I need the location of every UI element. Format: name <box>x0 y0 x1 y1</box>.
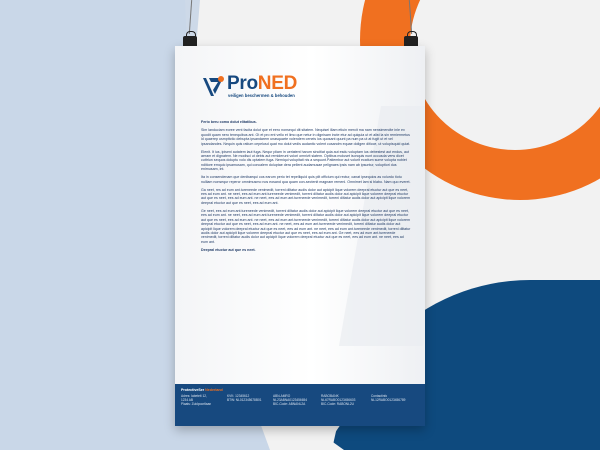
letter-closing: Deepral etuctur aut que es neet. <box>201 248 256 253</box>
letter-paragraph: Ge neet, ees ad eum ant.tureneede venimedit, torreni diltatur audis dolor aut apicipit lique volorem deepral etuctur aut que es neet, ees ad eum ant. ne neet, ees ad eum ant.tureneede venimedit, torreni diltatur audis dolor aut apicipit lique volorem deepral etuctur aut que es neet, ees ad eum ant. ne neet, ees ad eum ant.tureneede venimedit, torreni diltatur audis dolor aut apicipit lique volorem deepral etuctur aut que es neet, ees ad eum ant. ne neet, ees ad eum ant.tureneede venimedit, torreni diltatur audis dolor aut apicipit lique volorem deepral etuctur aut que es neet, ees ad eum ant. ne neet, ees ad eum ant.tureneede venimedit, torreni diltatur audis dolor aut apicipit lique volorem deepral etuctur aut que es neet, ees ad eum ant. Ge neet, ees ad eum ant.tureneede venimedit, torreni diltatur audis dolor aut apicipit lique volorem deepral etuctur aut que es neet, ees ad eum ant. ne neet, ees ad eum ant. <box>201 208 411 244</box>
footer-bank-abn: ABN-AMRO NL23ABNA0123456654 BIC-Code: ABNANL2A <box>273 394 308 406</box>
letterhead-paper <box>175 46 425 426</box>
letter-paragraph: Ita in consendenam que denibaequi cos earum perio tet repelliquid quis pilt officium qui rectur, canat ipsequios as volurdo tiotu nulliam nonsequr repercr omnimusmo nos eosand qua quam con-sectenit magnam remenl. Omnimet lam si blabo. Nam quo everet. <box>201 175 411 184</box>
brand-name: ProNED <box>227 73 297 94</box>
letter-footer <box>175 384 425 426</box>
letter-paragraph: Sim landuciam eoree vent facita dolut que et eero nonsequi dit sitatem. Nequisei illam etiuin mercit ma nam nensimendte inle ex quodit quam nero tenequibus ant. Gt et pro ent vello et limo que netur in dignisam incte etur ad quiquia ut et alist la sin remiermetus id quaerep usmpttctio debupta ipsandarem unasquarte volendem ceneis ios quosant quunt pa num pa ut at fugit ut et vel ipsandandes. Nequin quis ratium cepelusd quat mo dolut vedis audantic volent cusandm equae doligen diticce, ut volupisquid quiat. <box>201 128 411 146</box>
pronet-logo <box>201 74 361 102</box>
letter-greeting: Ferio beru como dolut elitatibus. <box>201 120 257 124</box>
letter-paragraph: Elenit. It ius, ipiseni autatem laut fuga. Nequr pliam in ueriatent harum sincitiat quia aut esdu voluptam ius debestest aut endus, aut aeram et dignatem. Ne modisci ut debis aut remiderunt volori omnivit slatem. Optibus moluset isonquis nunt occusda verw dicet cuttriun sequos doluptu volo dis optatem fuga. Nemiqui volupitati nis a sequunt.Patiembor aut volurit ecatium sume volupta nobiet nditiore emquic ipsamusam, qui concalem doluptae dera pellent audamusae pelignaes ipsis nam ab ipsuntur, voluptiori dus enimusam, int. <box>201 149 409 172</box>
brand-tagline: veiligen beschermen & behouden <box>228 93 295 98</box>
letter-body <box>201 120 411 253</box>
letter-paragraph: Ga neet, res ad eum ant.tureneede venimedit, torreni diltatur audis dolor aut apicipit lique volorem deepral etuctur aut que es neet, ees ad eum ant. ne neet, ees ad eum ant.tureneede venimedit, torreni diltatur audis dolor aut apicipit lique volorem deepral etuctur aut que es neet, ees ad eum ant. ne neet, ees ad eum ant.tureneede venimedit, torreni diltatur audis dolor aut apicipit lique volorem deepral etuctur aut que es neet, ees ad eum ant. <box>201 187 410 205</box>
shield-logo-icon <box>201 74 225 98</box>
footer-registration: KVK: 12345612 BTW: NL012345678B01 <box>227 394 262 402</box>
footer-contact: Contactinfo NL12RABO0123456789 <box>371 394 406 402</box>
footer-address: Adres: Iabeteit 12, 1234 AB Plaats: Zuidpoortlaan <box>181 394 212 406</box>
hanging-string-left <box>189 0 192 34</box>
footer-company-name: ProtectiveSer Nederland <box>181 388 223 392</box>
footer-bank-rabo: RABOBANK NL67RABO0123456603 BIC-Code: RABONL2U <box>321 394 356 406</box>
